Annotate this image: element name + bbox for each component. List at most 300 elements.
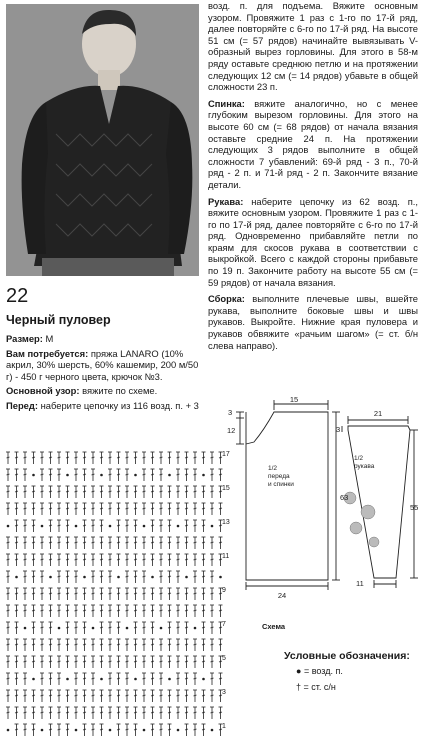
double-crochet-symbol [176, 707, 180, 719]
double-crochet-symbol [210, 622, 214, 634]
double-crochet-symbol [57, 690, 61, 702]
double-crochet-symbol [168, 724, 172, 736]
double-crochet-symbol [142, 554, 146, 566]
double-crochet-symbol [6, 690, 10, 702]
double-crochet-symbol [159, 639, 163, 651]
chain-stitch-symbol [24, 627, 27, 630]
double-crochet-symbol [159, 486, 163, 498]
double-crochet-symbol [176, 690, 180, 702]
double-crochet-symbol [202, 656, 206, 668]
double-crochet-symbol [108, 690, 112, 702]
double-crochet-symbol [40, 503, 44, 515]
double-crochet-symbol [134, 486, 138, 498]
double-crochet-symbol [91, 469, 95, 481]
double-crochet-symbol [91, 605, 95, 617]
chain-stitch-symbol [168, 474, 171, 477]
double-crochet-symbol [210, 673, 214, 685]
double-crochet-symbol [202, 639, 206, 651]
double-crochet-symbol [108, 639, 112, 651]
double-crochet-symbol [193, 588, 197, 600]
double-crochet-symbol [134, 622, 138, 634]
double-crochet-symbol [168, 588, 172, 600]
double-crochet-symbol [40, 690, 44, 702]
double-crochet-symbol [66, 622, 70, 634]
double-crochet-symbol [57, 639, 61, 651]
double-crochet-symbol [15, 724, 19, 736]
double-crochet-symbol [185, 639, 189, 651]
double-crochet-symbol [134, 571, 138, 583]
double-crochet-symbol [108, 469, 112, 481]
crochet-chart [4, 446, 236, 738]
double-crochet-symbol [142, 486, 146, 498]
double-crochet-symbol [74, 673, 78, 685]
double-crochet-symbol [40, 469, 44, 481]
double-crochet-symbol [15, 520, 19, 532]
double-crochet-symbol [83, 503, 87, 515]
double-crochet-symbol [125, 452, 129, 464]
double-crochet-symbol [32, 520, 36, 532]
double-crochet-symbol [151, 520, 155, 532]
double-crochet-symbol [142, 656, 146, 668]
double-crochet-symbol [15, 639, 19, 651]
double-crochet-symbol [125, 673, 129, 685]
body-label-line3: и спинки [268, 481, 294, 488]
double-crochet-symbol [66, 571, 70, 583]
double-crochet-symbol [193, 571, 197, 583]
double-crochet-symbol [74, 707, 78, 719]
double-crochet-symbol [32, 588, 36, 600]
double-crochet-symbol [117, 707, 121, 719]
double-crochet-symbol [15, 469, 19, 481]
double-crochet-symbol [40, 656, 44, 668]
double-crochet-symbol [159, 690, 163, 702]
double-crochet-symbol [57, 537, 61, 549]
double-crochet-symbol [32, 656, 36, 668]
double-crochet-symbol [100, 554, 104, 566]
double-crochet-symbol [142, 673, 146, 685]
double-crochet-symbol [91, 656, 95, 668]
double-crochet-symbol [202, 503, 206, 515]
double-crochet-symbol [117, 673, 121, 685]
double-crochet-symbol [185, 588, 189, 600]
chart-row-number: 7 [222, 621, 226, 628]
double-crochet-symbol [100, 605, 104, 617]
double-crochet-symbol [15, 605, 19, 617]
double-crochet-symbol [142, 707, 146, 719]
double-crochet-symbol [134, 690, 138, 702]
double-crochet-symbol [91, 588, 95, 600]
chain-stitch-symbol [75, 525, 78, 528]
double-crochet-symbol [185, 707, 189, 719]
double-crochet-symbol [100, 639, 104, 651]
double-crochet-symbol [151, 724, 155, 736]
double-crochet-symbol [159, 656, 163, 668]
double-crochet-symbol [74, 690, 78, 702]
double-crochet-symbol [117, 520, 121, 532]
double-crochet-symbol [185, 554, 189, 566]
double-crochet-symbol [49, 724, 53, 736]
double-crochet-symbol [159, 571, 163, 583]
double-crochet-symbol [108, 503, 112, 515]
double-crochet-symbol [49, 486, 53, 498]
schema-caption: Схема [262, 622, 286, 631]
double-crochet-symbol [159, 673, 163, 685]
double-crochet-symbol [108, 673, 112, 685]
chain-stitch-symbol [92, 627, 95, 630]
double-crochet-symbol [151, 452, 155, 464]
double-crochet-symbol [83, 554, 87, 566]
double-crochet-symbol [23, 656, 27, 668]
double-crochet-symbol [219, 537, 223, 549]
double-crochet-symbol [91, 503, 95, 515]
double-crochet-symbol [23, 486, 27, 498]
crochet-chart-symbols [4, 446, 236, 738]
double-crochet-symbol [32, 537, 36, 549]
double-crochet-symbol [74, 639, 78, 651]
chain-stitch-symbol [109, 729, 112, 732]
double-crochet-symbol [168, 486, 172, 498]
double-crochet-symbol [32, 622, 36, 634]
double-crochet-symbol [6, 486, 10, 498]
double-crochet-symbol [57, 673, 61, 685]
double-crochet-symbol [151, 554, 155, 566]
pattern-paragraph: Основной узор: вяжите по схеме. [6, 385, 158, 397]
double-crochet-symbol [142, 588, 146, 600]
double-crochet-symbol [6, 707, 10, 719]
double-crochet-symbol [32, 639, 36, 651]
double-crochet-symbol [202, 588, 206, 600]
double-crochet-symbol [40, 571, 44, 583]
double-crochet-symbol [210, 639, 214, 651]
double-crochet-symbol [66, 656, 70, 668]
double-crochet-symbol [108, 486, 112, 498]
chart-row-number: 1 [222, 723, 226, 730]
double-crochet-symbol [66, 452, 70, 464]
double-crochet-symbol [100, 452, 104, 464]
chain-stitch-symbol [211, 729, 214, 732]
double-crochet-symbol [100, 503, 104, 515]
double-crochet-symbol [134, 707, 138, 719]
double-crochet-symbol [176, 622, 180, 634]
double-crochet-symbol [142, 452, 146, 464]
double-crochet-symbol [176, 486, 180, 498]
double-crochet-symbol [83, 486, 87, 498]
double-crochet-symbol [23, 690, 27, 702]
double-crochet-symbol [83, 707, 87, 719]
double-crochet-symbol [125, 656, 129, 668]
double-crochet-symbol [125, 707, 129, 719]
double-crochet-symbol [210, 554, 214, 566]
dim-sleeve-top: 21 [373, 409, 383, 418]
double-crochet-symbol [108, 656, 112, 668]
double-crochet-symbol [210, 452, 214, 464]
double-crochet-symbol [151, 639, 155, 651]
double-crochet-symbol [125, 469, 129, 481]
dim-sleeve-cuff: 11 [356, 579, 364, 588]
double-crochet-symbol [91, 452, 95, 464]
double-crochet-symbol [23, 537, 27, 549]
double-crochet-symbol [83, 452, 87, 464]
double-crochet-symbol [202, 537, 206, 549]
double-crochet-symbol [6, 622, 10, 634]
double-crochet-symbol [15, 503, 19, 515]
double-crochet-symbol [219, 639, 223, 651]
double-crochet-symbol [57, 707, 61, 719]
double-crochet-symbol [40, 486, 44, 498]
legend-item-chain: ● = возд. п. [296, 666, 343, 676]
double-crochet-symbol [176, 588, 180, 600]
assembly-paragraph: Сборка: выполните плечевые швы, вшейте рукава, выполните боковые швы и швы рукавов. Выкройте. Нижние края пуловера и рукавов обвяжите «рачьим шагом» (= ст. б/н слева направо). [208, 293, 418, 351]
double-crochet-symbol [57, 520, 61, 532]
double-crochet-symbol [176, 537, 180, 549]
chain-stitch-symbol [7, 729, 10, 732]
double-crochet-symbol [6, 537, 10, 549]
double-crochet-symbol [49, 673, 53, 685]
double-crochet-symbol [23, 707, 27, 719]
chart-row-number: 9 [222, 587, 226, 594]
double-crochet-symbol [159, 724, 163, 736]
materials-text [6, 333, 202, 415]
chain-stitch-symbol [143, 729, 146, 732]
double-crochet-symbol [15, 452, 19, 464]
dim-neck-width: 15 [289, 395, 299, 404]
double-crochet-symbol [15, 486, 19, 498]
double-crochet-symbol [125, 537, 129, 549]
size-paragraph: Размер: М [6, 333, 54, 344]
double-crochet-symbol [66, 690, 70, 702]
double-crochet-symbol [185, 503, 189, 515]
double-crochet-symbol [6, 639, 10, 651]
double-crochet-symbol [193, 452, 197, 464]
double-crochet-symbol [108, 605, 112, 617]
double-crochet-symbol [66, 588, 70, 600]
double-crochet-symbol [134, 605, 138, 617]
double-crochet-symbol [151, 673, 155, 685]
dim-shoulder-drop: 3 [228, 408, 233, 417]
double-crochet-symbol [202, 486, 206, 498]
double-crochet-symbol [23, 605, 27, 617]
double-crochet-symbol [66, 486, 70, 498]
double-crochet-symbol [125, 605, 129, 617]
double-crochet-symbol [193, 520, 197, 532]
double-crochet-symbol [202, 690, 206, 702]
double-crochet-symbol [168, 537, 172, 549]
double-crochet-symbol [134, 452, 138, 464]
double-crochet-symbol [32, 486, 36, 498]
double-crochet-symbol [176, 571, 180, 583]
chain-stitch-symbol [160, 627, 163, 630]
legend-title: Условные обозначения: [284, 650, 410, 662]
double-crochet-symbol [176, 452, 180, 464]
double-crochet-symbol [176, 469, 180, 481]
double-crochet-symbol [49, 554, 53, 566]
double-crochet-symbol [40, 537, 44, 549]
double-crochet-symbol [32, 554, 36, 566]
double-crochet-symbol [108, 571, 112, 583]
double-crochet-symbol [193, 724, 197, 736]
chain-stitch-symbol [58, 627, 61, 630]
double-crochet-symbol [193, 469, 197, 481]
instructions-text [208, 0, 418, 356]
double-crochet-symbol [6, 605, 10, 617]
double-crochet-symbol [202, 724, 206, 736]
sleeve-label-line2: рукава [354, 463, 375, 470]
double-crochet-symbol [49, 452, 53, 464]
double-crochet-symbol [91, 486, 95, 498]
double-crochet-symbol [100, 588, 104, 600]
double-crochet-symbol [125, 639, 129, 651]
double-crochet-symbol [74, 554, 78, 566]
chain-stitch-symbol [151, 576, 154, 579]
chain-stitch-symbol [109, 525, 112, 528]
double-crochet-symbol [168, 622, 172, 634]
double-crochet-symbol [185, 486, 189, 498]
double-crochet-symbol [83, 673, 87, 685]
double-crochet-symbol [117, 724, 121, 736]
double-crochet-symbol [151, 503, 155, 515]
double-crochet-symbol [134, 639, 138, 651]
chain-stitch-symbol [41, 729, 44, 732]
double-crochet-symbol [168, 656, 172, 668]
chain-stitch-symbol [211, 525, 214, 528]
chart-row-number: 17 [222, 451, 230, 458]
double-crochet-symbol [117, 690, 121, 702]
double-crochet-symbol [159, 554, 163, 566]
double-crochet-symbol [193, 673, 197, 685]
double-crochet-symbol [142, 639, 146, 651]
double-crochet-symbol [202, 520, 206, 532]
double-crochet-symbol [176, 605, 180, 617]
double-crochet-symbol [159, 605, 163, 617]
double-crochet-symbol [66, 554, 70, 566]
double-crochet-symbol [117, 503, 121, 515]
double-crochet-symbol [193, 486, 197, 498]
double-crochet-symbol [176, 554, 180, 566]
double-crochet-symbol [74, 537, 78, 549]
double-crochet-symbol [23, 520, 27, 532]
double-crochet-symbol [134, 588, 138, 600]
double-crochet-symbol [117, 588, 121, 600]
double-crochet-symbol [219, 707, 223, 719]
double-crochet-symbol [23, 639, 27, 651]
double-crochet-symbol [210, 588, 214, 600]
double-crochet-symbol [202, 622, 206, 634]
double-crochet-symbol [185, 724, 189, 736]
chain-stitch-symbol [41, 525, 44, 528]
double-crochet-symbol [83, 520, 87, 532]
double-crochet-symbol [32, 707, 36, 719]
chain-stitch-symbol [134, 678, 137, 681]
double-crochet-symbol [117, 554, 121, 566]
double-crochet-symbol [117, 639, 121, 651]
double-crochet-symbol [40, 605, 44, 617]
double-crochet-symbol [108, 452, 112, 464]
double-crochet-symbol [159, 537, 163, 549]
double-crochet-symbol [49, 520, 53, 532]
double-crochet-symbol [134, 537, 138, 549]
double-crochet-symbol [40, 554, 44, 566]
chart-row-number: 11 [222, 553, 230, 560]
double-crochet-symbol [49, 707, 53, 719]
chart-row-number: 5 [222, 655, 226, 662]
chain-stitch-symbol [202, 474, 205, 477]
chain-stitch-symbol [100, 678, 103, 681]
back-paragraph: Спинка: вяжите аналогично, но с менее глубоким вырезом горловины. Для этого на высоте 60 см (= 68 рядов) от начала вязания оставьте средние 24 п. На протяжении следующих 3 рядов выполните в общей сложности 7 убавлений: 69-й ряд - 3 п., 70-й ряд - 2 п. и 71-й ряд - 2 п. Закончите вязание детали. [208, 97, 418, 190]
double-crochet-symbol [151, 707, 155, 719]
double-crochet-symbol [168, 520, 172, 532]
double-crochet-symbol [168, 452, 172, 464]
double-crochet-symbol [219, 503, 223, 515]
double-crochet-symbol [125, 571, 129, 583]
chart-row-number: 15 [222, 485, 230, 492]
double-crochet-symbol [49, 503, 53, 515]
double-crochet-symbol [66, 537, 70, 549]
double-crochet-symbol [6, 554, 10, 566]
double-crochet-symbol [202, 707, 206, 719]
double-crochet-symbol [202, 452, 206, 464]
double-crochet-symbol [57, 554, 61, 566]
double-crochet-symbol [168, 639, 172, 651]
double-crochet-symbol [219, 605, 223, 617]
double-crochet-symbol [134, 724, 138, 736]
chain-stitch-symbol [75, 729, 78, 732]
body-label-line1: 1/2 [268, 465, 278, 472]
double-crochet-symbol [125, 554, 129, 566]
double-crochet-symbol [151, 537, 155, 549]
double-crochet-symbol [202, 605, 206, 617]
double-crochet-symbol [15, 673, 19, 685]
double-crochet-symbol [66, 639, 70, 651]
double-crochet-symbol [91, 554, 95, 566]
double-crochet-symbol [219, 469, 223, 481]
pattern-number: 22 [6, 285, 29, 307]
double-crochet-symbol [100, 520, 104, 532]
chain-stitch-symbol [32, 678, 35, 681]
double-crochet-symbol [125, 486, 129, 498]
double-crochet-symbol [91, 571, 95, 583]
double-crochet-symbol [74, 588, 78, 600]
chain-stitch-symbol [177, 525, 180, 528]
double-crochet-symbol [142, 605, 146, 617]
double-crochet-symbol [185, 690, 189, 702]
double-crochet-symbol [49, 656, 53, 668]
chain-stitch-symbol [126, 627, 129, 630]
double-crochet-symbol [117, 486, 121, 498]
double-crochet-symbol [210, 707, 214, 719]
double-crochet-symbol [142, 690, 146, 702]
chart-row-number: 3 [222, 689, 226, 696]
double-crochet-symbol [40, 707, 44, 719]
double-crochet-symbol [83, 469, 87, 481]
double-crochet-symbol [193, 537, 197, 549]
double-crochet-symbol [185, 656, 189, 668]
double-crochet-symbol [185, 469, 189, 481]
double-crochet-symbol [202, 571, 206, 583]
double-crochet-symbol [151, 690, 155, 702]
front-paragraph: Перед: наберите цепочку из 116 возд. п. + 3 [6, 399, 199, 411]
double-crochet-symbol [6, 571, 10, 583]
double-crochet-symbol [134, 554, 138, 566]
double-crochet-symbol [117, 656, 121, 668]
double-crochet-symbol [185, 622, 189, 634]
double-crochet-symbol [117, 605, 121, 617]
double-crochet-symbol [6, 503, 10, 515]
double-crochet-symbol [23, 469, 27, 481]
double-crochet-symbol [15, 622, 19, 634]
chain-stitch-symbol [134, 474, 137, 477]
double-crochet-symbol [23, 724, 27, 736]
chain-stitch-symbol [66, 474, 69, 477]
